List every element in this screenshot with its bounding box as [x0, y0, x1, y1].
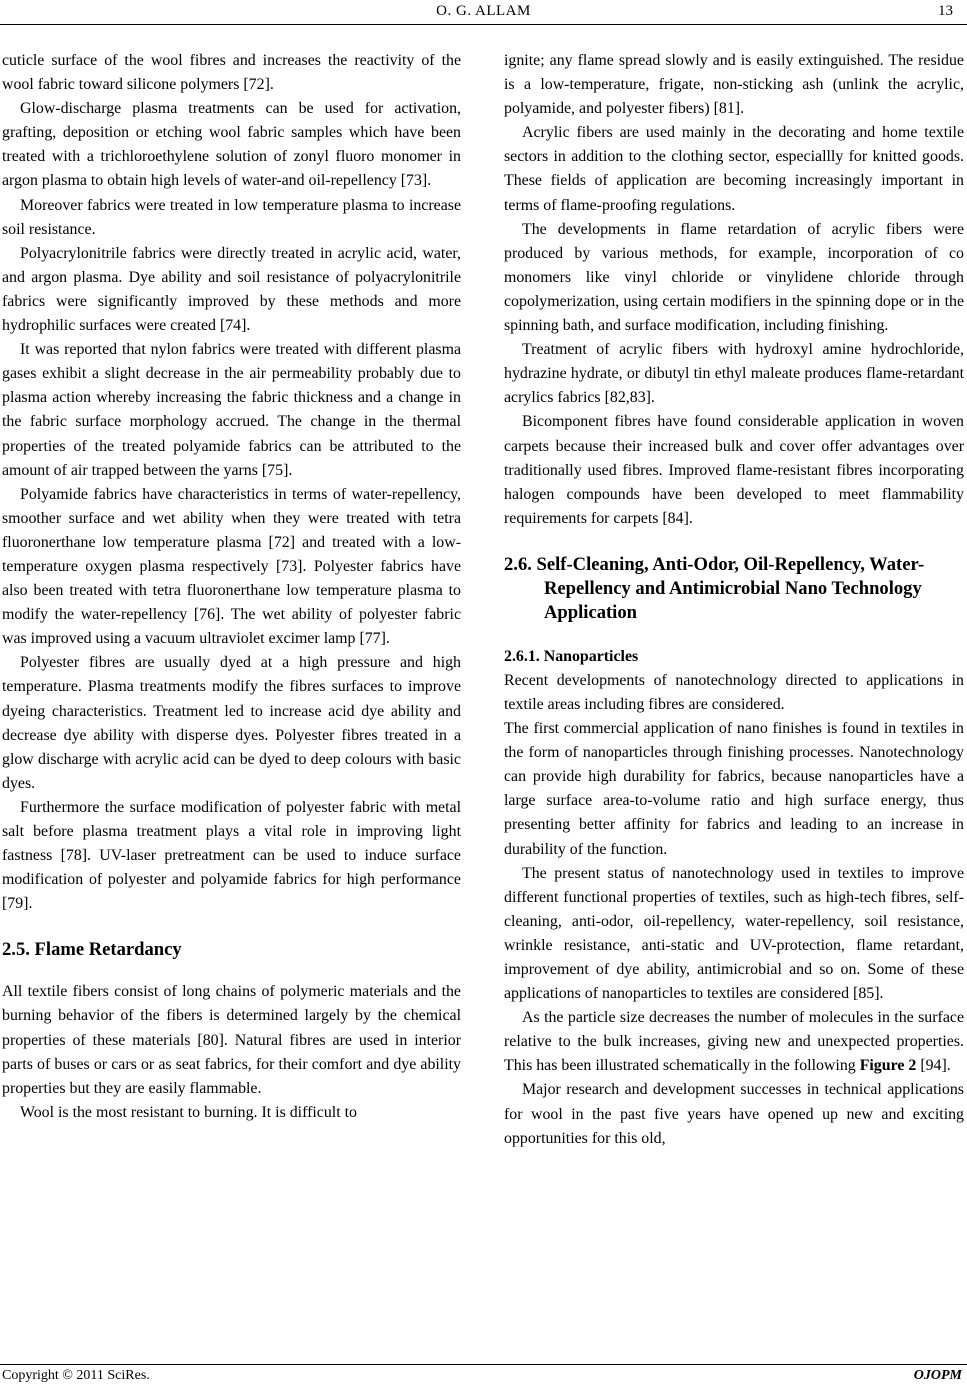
paragraph: Recent developments of nanotechnology directed to applications in textile areas including fibres are considered.	[504, 671, 964, 713]
copyright-notice: Copyright © 2011 SciRes.	[2, 1368, 150, 1383]
paragraph: Polyester fibres are usually dyed at a high pressure and high temperature. Plasma treatments modify the fibres surfaces to improve dyeing characteristics. Treatment led to increase acid dye ability and decrease dye ability with disperse dyes. Polyester fibres treated in a glow discharge with acrylic acid can be dyed to deep colours with basic dyes.	[2, 654, 461, 792]
paragraph: cuticle surface of the wool fibres and increases the reactivity of the wool fabric toward silicone polymers [72].	[2, 52, 461, 94]
journal-name: OJOPM	[913, 1368, 962, 1383]
footer-rule	[0, 1364, 967, 1365]
section-heading: 2.6. Self-Cleaning, Anti-Odor, Oil-Repellency, Water-Repellency and Antimicrobial Nano Technology Application	[504, 553, 925, 623]
paragraph: It was reported that nylon fabrics were treated with different plasma gases exhibit a slight decrease in the air permeability probably due to plasma action whereby increasing the fabric thickness and a change in the fabric surface morphology accrued. The change in the thermal properties of the treated polyamide fabrics can be attributed to the amount of air trapped between the yarns [75].	[2, 341, 461, 479]
paragraph: Bicomponent fibres have found considerable application in woven carpets because their increased bulk and cover offer advantages over traditionally used fibres. Improved flame-resistant fibres incorporating halogen compounds have been developed to meet flammability requirements for carpets [84].	[504, 413, 964, 527]
right-column	[504, 49, 964, 1151]
paragraph: Treatment of acrylic fibers with hydroxyl amine hydrochloride, hydrazine hydrate, or dibutyl tin ethyl maleate produces flame-retardant acrylics fabrics [82,83].	[504, 341, 964, 407]
paragraph: Glow-discharge plasma treatments can be used for activation, grafting, deposition or etching wool fabric samples which have been treated with a trichloroethylene solution of zonyl fluoro monomer in argon plasma to obtain high levels of water-and oil-repellency [73].	[2, 100, 461, 190]
header-rule	[0, 24, 967, 25]
paragraph: Major research and development successes in technical applications for wool in the past five years have opened up new and exciting opportunities for this old,	[504, 1081, 964, 1147]
figure-reference[interactable]: Figure 2	[859, 1057, 917, 1075]
paragraph: ignite; any flame spread slowly and is easily extinguished. The residue is a low-temperature, frigate, non-sticking ash (unlink the acrylic, polyamide, and polyester fibers) [81].	[504, 52, 964, 118]
paragraph: The developments in flame retardation of acrylic fibers were produced by various methods, for example, incorporation of co monomers like vinyl chloride or vinylidene chloride through copolymerization, using certain modifiers in the spinning dope or in the spinning bath, and surface modification, including finishing.	[504, 220, 964, 335]
paragraph: Acrylic fibers are used mainly in the decorating and home textile sectors in addition to the clothing sector, especiallly for knitted goods. These fields of application are becoming increasingly important in terms of flame-proofing regulations.	[504, 124, 964, 214]
subsection-heading: 2.6.1. Nanoparticles	[504, 647, 639, 665]
paragraph: Wool is the most resistant to burning. It is difficult to	[20, 1103, 357, 1121]
left-column	[2, 49, 461, 1125]
paragraph-text: As the particle size decreases the number of molecules in the surface relative to the bulk increases, giving new and unexpected properties. This has been illustrated schematically in the following	[504, 1009, 964, 1075]
paragraph: Furthermore the surface modification of polyester fabric with metal salt before plasma treatment plays a vital role in improving light fastness [78]. UV-laser pretreatment can be used to induce surface modification of polyester and polyamide fabrics for high performance [79].	[2, 798, 461, 913]
paragraph: The first commercial application of nano finishes is found in textiles in the form of nanoparticles through finishing processes. Nanotechnology can provide high durability for fabrics, because nanoparticles have a large surface area-to-volume ratio and high surface energy, thus presenting better affinity for fabrics and leading to an increase in durability of the function.	[504, 720, 964, 858]
paragraph-text: [94].	[916, 1057, 951, 1075]
paragraph: Polyacrylonitrile fabrics were directly treated in acrylic acid, water, and argon plasma. Dye ability and soil resistance of polyacrylonitrile fabrics were significantly improved by these methods and more hydrophilic surfaces were created [74].	[2, 244, 461, 335]
paragraph: All textile fibers consist of long chains of polymeric materials and the burning behavior of the fibers is determined largely by the chemical properties of these materials [80]. Natural fibres are used in interior parts of buses or cars or as seat fabrics, for their comfort and dye ability properties but they are easily flammable.	[2, 983, 461, 1097]
paragraph	[504, 1006, 964, 1078]
paragraph: Polyamide fabrics have characteristics in terms of water-repellency, smoother surface and wet ability when they were treated with tetra fluoronerthane low temperature plasma [72] and treated with a low-temperature oxygen plasma respectively [73]. Polyester fabrics have also been treated with tetra fluoronerthane low temperature plasma to modify the water-repellency [76]. The wet ability of polyester fabric was improved using a vacuum ultraviolet excimer lamp [77].	[2, 485, 461, 648]
paragraph: The present status of nanotechnology used in textiles to improve different functional properties of textiles, such as high-tech fibres, self-cleaning, anti-odor, oil-repellency, water-repellency, soil resistance, wrinkle resistance, anti-static and UV-protection, flame retardant, improvement of dye ability, antimicrobial and so on. Some of these applications of nanoparticles to textiles are considered [85].	[504, 864, 964, 1003]
section-heading: 2.5. Flame Retardancy	[2, 939, 182, 961]
paragraph: Moreover fabrics were treated in low temperature plasma to increase soil resistance.	[2, 196, 461, 238]
page-number: 13	[938, 3, 953, 19]
running-title: O. G. ALLAM	[436, 3, 531, 19]
